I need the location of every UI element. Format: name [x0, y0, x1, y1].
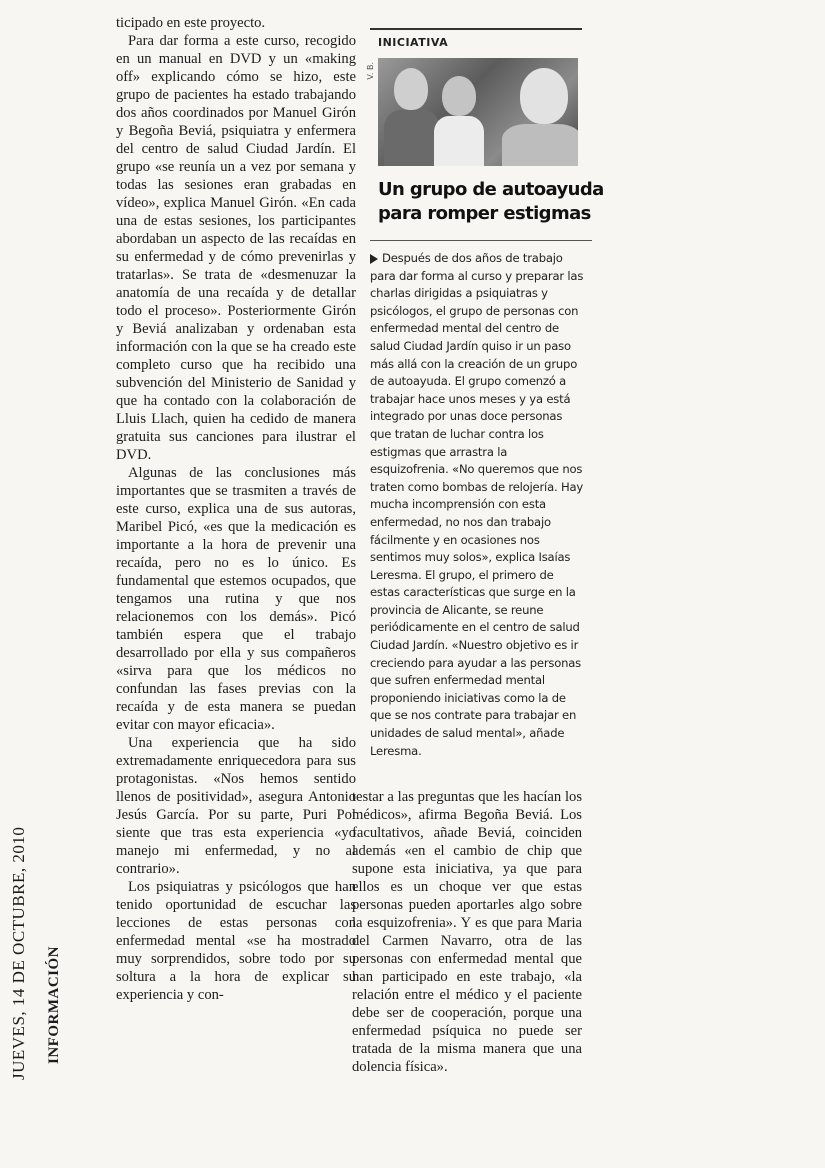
main-article-column [116, 14, 356, 1104]
person-head [394, 68, 428, 110]
sidebar-headline: Un grupo de autoayuda para romper estigmas [378, 179, 604, 224]
continuation-column [352, 788, 582, 1108]
person-head [442, 76, 476, 116]
newspaper-name: INFORMACIÓN [46, 946, 62, 1064]
article-paragraph: ticipado en este proyecto. [116, 15, 266, 31]
continuation-text: testar a las preguntas que les hacían los médicos», afirma Begoña Beviá. Los facultativos, añade Beviá, coinciden además «en el cambio de chip que supone esta iniciativa, ya que para ellos es un choque ver que estas personas pueden aportarles algo sobre la esquizofrenia». Y es que para Maria del Carmen Navarro, otra de las personas con enfermedad mental que han participado en este trabajo, «la relación entre el médico y el paciente debe ser de cooperación, porque una enfermedad psíquica no puede ser tratada de la misma manera que una dolencia física». [352, 789, 582, 1075]
article-paragraph: Algunas de las conclusiones más importantes que se trasmiten a través de este curso, explica una de sus autoras, Maribel Picó, «es que la medicación es importante a la hora de prevenir una recaída, pero no es lo único. Es fundamental que estemos ocupados, que tengamos una rutina y que nos relacionemos con los demás». Picó también espera que el trabajo desarrollado por ella y sus compañeros «sirva para que los médicos no confundan las fases previas con la recaída y de esta manera se puedan evitar con mayor eficacia». [116, 465, 356, 733]
sidebar-body-text: Después de dos años de trabajo para dar forma al curso y preparar las charlas dirigidas a psiquiatras y psicólogos, el grupo de personas con enfermedad mental del centro de salud Ciudad Jardín quiso ir un paso más allá con la creación de un grupo de autoayuda. El grupo comenzó a trabajar hace unos meses y ya está integrado por unas doce personas que tratan de luchar contra los estigmas que arrastra la esquizofrenia. «No queremos que nos traten como bombas de relojería. Hay mucha incomprensión con esta enfermedad, no nos dan trabajo fácilmente y en ocasiones nos sentimos muy solos», explica Isaías Leresma. El grupo, el primero de estas características que surge en la provincia de Alicante, se reune periódicamente en el centro de salud Ciudad Jardín. «Nuestro objetivo es ir creciendo para ayudar a las personas que sufren enfermedad mental proponiendo iniciativas como la de que se nos contrate para trabajar en unidades de salud mental», añade Leresma. [370, 251, 584, 758]
sidebar-body [370, 250, 584, 760]
person-figure [384, 110, 440, 166]
section-kicker: INICIATIVA [378, 36, 449, 49]
person-head [520, 68, 568, 124]
person-figure [502, 124, 578, 166]
page-folio [8, 780, 88, 1080]
bullet-triangle-icon [370, 254, 378, 264]
group-photo [378, 58, 578, 166]
photo-credit: V. B. [366, 62, 375, 80]
sidebar-box [370, 28, 604, 242]
article-paragraph: Los psiquiatras y psicólogos que han tenido oportunidad de escuchar las lecciones de estas personas con enfermedad mental «se ha mostrado muy sorprendidos, sobre todo por su soltura a la hora de explicar su experiencia y con- [116, 879, 356, 1003]
article-paragraph: Para dar forma a este curso, recogido en un manual en DVD y un «making off» explicando cómo se hizo, este grupo de pacientes ha estado trabajando dos años coordinados por Manuel Girón y Begoña Beviá, psiquiatra y enfermera del centro de salud Ciudad Jardín. El grupo «se reunía un a vez por semana y todas las sesiones eran grabadas en vídeo», explica Manuel Girón. «En cada una de estas sesiones, los participantes abordaban un aspecto de las recaídas en su enfermedad y de cómo prevenirlas y tratarlas». Se trata de «desmenuzar la anatomía de una recaída y de detallar todo el proceso». Posteriormente Girón y Beviá analizaban y ordenaban esta información con la que se ha creado este completo curso que ha recibido una subvención del Ministerio de Sanidad y que ha contado con la colaboración de Lluis Llach, quien ha cedido de manera gratuita sus canciones para ilustrar el DVD. [116, 33, 356, 463]
person-figure [434, 116, 484, 166]
publication-date: JUEVES, 14 DE OCTUBRE, 2010 [9, 826, 28, 1080]
article-paragraph: Una experiencia que ha sido extremadamente enriquecedora para sus protagonistas. «Nos hemos sentido llenos de positividad», asegura Antonio Jesús García. Por su parte, Puri Pol siente que tras esta experiencia «yo manejo mi enfermedad, y no al contrario». [116, 735, 356, 877]
sidebar-divider [370, 240, 592, 241]
